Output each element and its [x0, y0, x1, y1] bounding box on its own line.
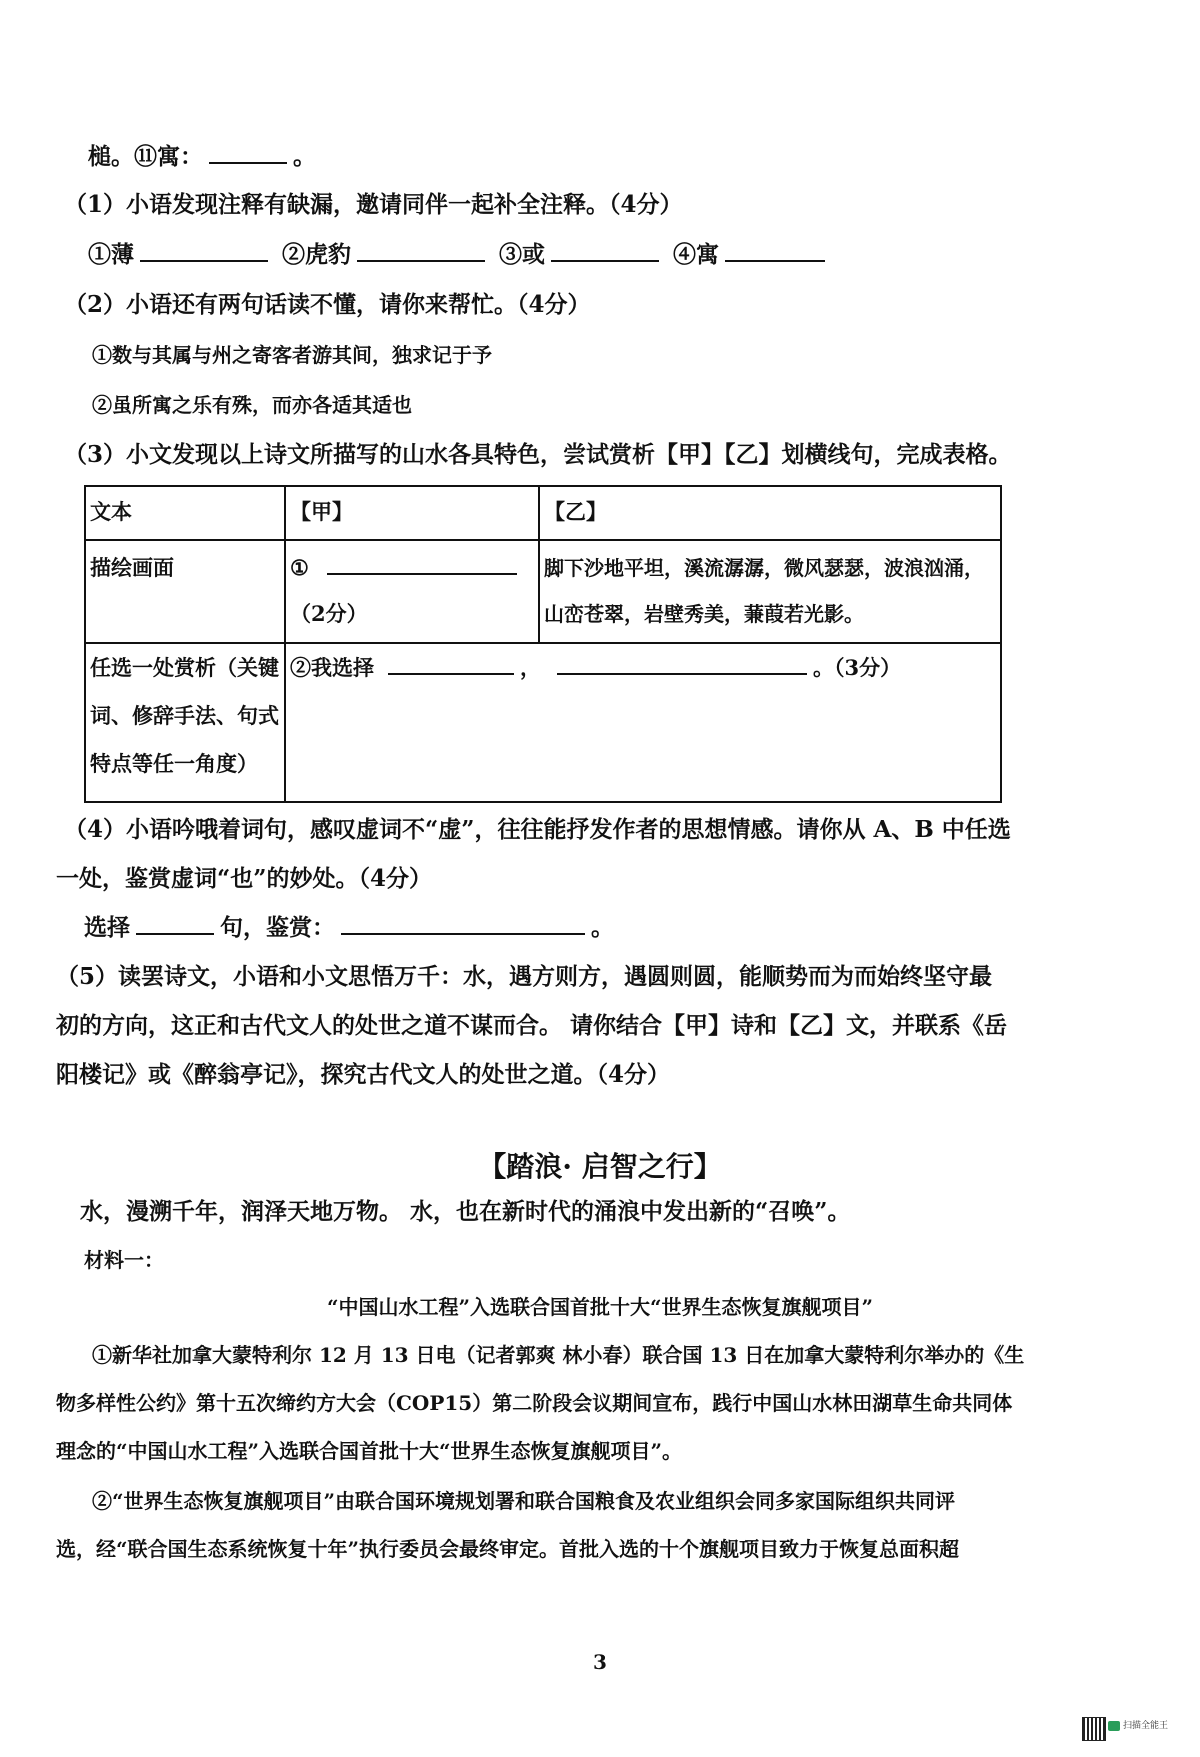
table-divider — [538, 487, 540, 644]
material-label: 材料一： — [84, 1248, 164, 1272]
choice-label: ②我选择 — [290, 655, 374, 680]
question-3: （3）小文发现以上诗文所描写的山水各具特色，尝试赏析【甲】【乙】划横线句，完成表格。 — [64, 441, 1012, 468]
annotation-11: 槌。⑪寓： — [88, 143, 203, 170]
jia-scene-blank[interactable] — [327, 553, 517, 575]
section-intro: 水，漫溯千年，润泽天地万物。 水，也在新时代的涌浪中发出新的“召唤”。 — [80, 1198, 851, 1225]
question-4-line-1: （4）小语吟哦着词句，感叹虚词不“虚”，往往能抒发作者的思想情感。请你从 A、B 中任选 — [64, 816, 1011, 843]
question-2: （2）小语还有两句话读不懂，请你来帮忙。（4分） — [64, 291, 591, 318]
paragraph-1-line-2: 物多样性公约》第十五次缔约方大会（COP15）第二阶段会议期间宣布，践行中国山水林田湖草生命共同体 — [56, 1391, 1013, 1415]
yi-scene-line-1: 脚下沙地平坦，溪流潺潺，微风瑟瑟，波浪汹涌， — [544, 556, 984, 580]
period: 。 — [591, 914, 614, 941]
analysis-blank[interactable] — [557, 653, 807, 675]
paragraph-2-line-2: 选，经“联合国生态系统恢复十年”执行委员会最终审定。首批入选的十个旗舰项目致力于恢复总面积超 — [56, 1537, 960, 1561]
item-huo: ③或 — [499, 241, 546, 268]
choice-blank[interactable] — [388, 653, 514, 675]
paragraph-2-line-1: ②“世界生态恢复旗舰项目”由联合国环境规划署和联合国粮食及农业组织会同多家国际组织共同评 — [92, 1489, 956, 1513]
row-label-scene: 描绘画面 — [90, 555, 174, 580]
header-yi: 【乙】 — [544, 499, 607, 524]
blank-yu[interactable] — [725, 240, 825, 262]
row-label-analysis-3: 特点等任一角度） — [90, 751, 258, 776]
blank-huo[interactable] — [551, 240, 659, 262]
sentence-1: ①数与其属与州之寄客者游其间，独求记于予 — [92, 343, 492, 367]
header-text: 文本 — [90, 499, 132, 524]
item-hubao: ②虎豹 — [282, 241, 352, 268]
choose-label: 选择 — [84, 914, 130, 941]
appreciate-blank[interactable] — [341, 913, 585, 935]
question-1: （1）小语发现注释有缺漏，邀请同伴一起补全注释。（4分） — [64, 191, 683, 218]
item-bao: ①薄 — [88, 241, 134, 268]
choose-blank[interactable] — [136, 913, 214, 935]
question-1-blanks — [88, 240, 831, 270]
sentence-2: ②虽所寓之乐有殊，而亦各适其适也 — [92, 393, 412, 417]
table-divider — [86, 539, 1000, 541]
period: 。 — [293, 143, 316, 170]
article-title: “中国山水工程”入选联合国首批十大“世界生态恢复旗舰项目” — [326, 1295, 873, 1319]
row-label-analysis-2: 词、修辞手法、句式 — [90, 703, 279, 728]
analysis-table — [84, 485, 1002, 803]
blank-hubao[interactable] — [357, 240, 485, 262]
question-5-line-2: 初的方向，这正和古代文人的处世之道不谋而合。 请你结合【甲】诗和【乙】文，并联系《岳 — [56, 1012, 1008, 1039]
question-5-line-3: 阳楼记》或《醉翁亭记》，探究古代文人的处世之道。（4分） — [56, 1061, 671, 1088]
answer-blank[interactable] — [209, 142, 287, 164]
line-ending — [88, 142, 316, 172]
blank-bao[interactable] — [140, 240, 268, 262]
qr-code-icon — [1082, 1717, 1106, 1741]
score-end: 。（3分） — [813, 655, 902, 680]
table-divider — [284, 487, 286, 801]
paragraph-1-line-3: 理念的“中国山水工程”入选联合国首批十大“世界生态恢复旗舰项目”。 — [56, 1439, 683, 1463]
yi-scene-line-2: 山峦苍翠，岩壁秀美，蒹葭若光影。 — [544, 602, 864, 626]
watermark: 扫描全能王 — [1123, 1721, 1169, 1731]
page-number: 3 — [593, 1650, 607, 1674]
jia-score: （2分） — [290, 601, 368, 626]
item-yu: ④寓 — [673, 241, 720, 268]
row-label-analysis-1: 任选一处赏析（关键 — [90, 655, 279, 680]
jia-scene-cell — [290, 553, 523, 583]
header-jia: 【甲】 — [290, 499, 353, 524]
paragraph-1-line-1: ①新华社加拿大蒙特利尔 12 月 13 日电（记者郭爽 林小春）联合国 13 日在加拿大蒙特利尔举办的《生 — [92, 1343, 1025, 1367]
table-divider — [86, 642, 1000, 644]
question-5-line-1: （5）读罢诗文，小语和小文思悟万千：水，遇方则方，遇圆则圆，能顺势而为而始终坚守最 — [56, 963, 993, 990]
item-number: ① — [290, 555, 309, 580]
section-heading: 【踏浪· 启智之行】 — [478, 1150, 722, 1183]
appreciate-label: 句，鉴赏： — [220, 914, 335, 941]
scanner-logo-icon — [1108, 1721, 1120, 1731]
question-4-answer — [84, 913, 614, 943]
question-4-line-2: 一处，鉴赏虚词“也”的妙处。（4分） — [56, 865, 432, 892]
comma: ， — [520, 655, 541, 680]
analysis-answer-line — [290, 653, 901, 683]
